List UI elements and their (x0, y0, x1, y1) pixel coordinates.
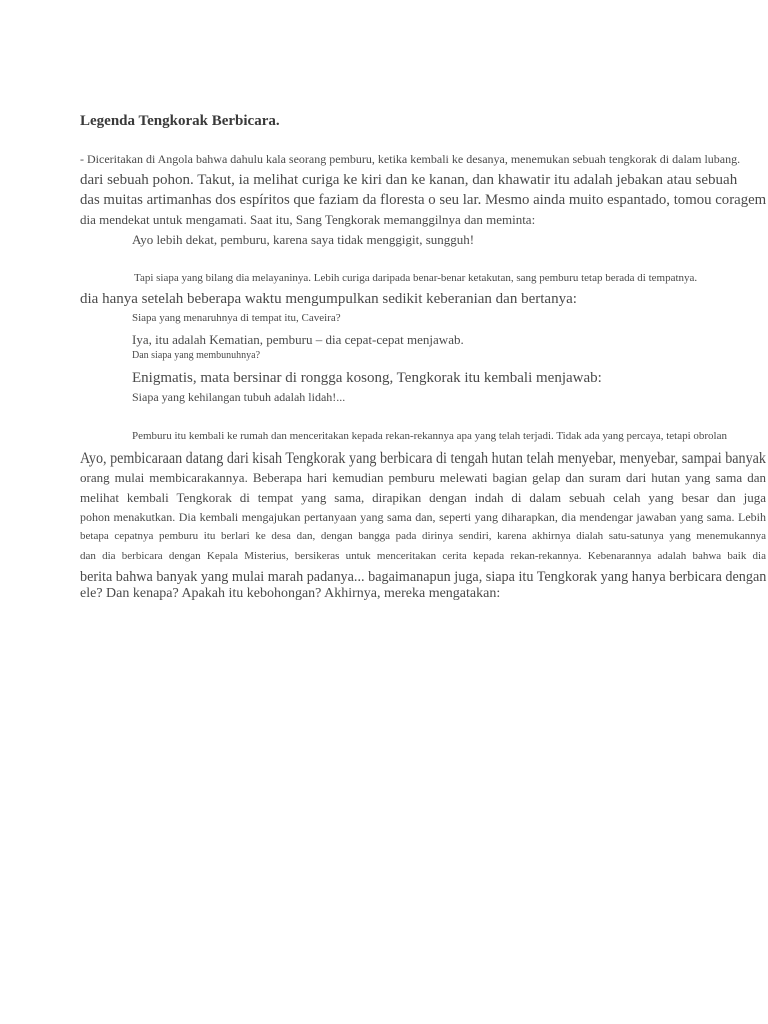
text-line: Siapa yang kehilangan tubuh adalah lidah!... (132, 390, 346, 404)
text-line: dia mendekat untuk mengamati. Saat itu, Sang Tengkorak memanggilnya dan meminta: (80, 212, 536, 227)
text-line: berita bahwa banyak yang mulai marah padanya... bagaimanapun juga, siapa itu Tengkorak yang hanya berbicara dengan (80, 569, 767, 585)
text-line: pohon menakutkan. Dia kembali mengajukan pertanyaan yang sama dan, seperti yang diharapkan, dia mendengar jawaban yang sama. Lebih (80, 510, 766, 524)
text-line: Dan siapa yang membunuhnya? (132, 350, 261, 361)
text-line: Ayo lebih dekat, pemburu, karena saya tidak menggigit, sungguh! (132, 232, 475, 247)
text-line: Iya, itu adalah Kematian, pemburu – dia cepat-cepat menjawab. (132, 332, 464, 347)
text-line: Ayo, pembicaraan datang dari kisah Tengkorak yang berbicara di tengah hutan telah menyebar, menyebar, sampai banyak (80, 450, 766, 467)
text-line: Enigmatis, mata bersinar di rongga kosong, Tengkorak itu kembali menjawab: (132, 370, 602, 386)
text-line: das muitas artimanhas dos espíritos que faziam da floresta o seu lar. Mesmo ainda muito espantado, tomou coragem (80, 192, 767, 208)
text-line: betapa cepatnya pemburu itu berlari ke desa dan, dengan bangga pada dirinya sendiri, karena akhirnya dialah satu-satunya yang menemukannya (80, 530, 766, 542)
text-line: Pemburu itu kembali ke rumah dan menceritakan kepada rekan-rekannya apa yang telah terjadi. Tidak ada yang percaya, tetapi obrolan (132, 430, 727, 442)
text-line: orang mulai membicarakannya. Beberapa hari kemudian pemburu melewati bagian gelap dan suram dari hutan yang sama dan (80, 470, 766, 485)
text-line: dari sebuah pohon. Takut, ia melihat curiga ke kiri dan ke kanan, dan khawatir itu adalah jebakan atau sebuah (80, 172, 738, 188)
text-line: - Diceritakan di Angola bahwa dahulu kala seorang pemburu, ketika kembali ke desanya, menemukan sebuah tengkorak di dalam lubang. (80, 152, 741, 166)
text-line: dia hanya setelah beberapa waktu mengumpulkan sedikit keberanian dan bertanya: (80, 291, 577, 307)
document-title: Legenda Tengkorak Berbicara. (80, 113, 280, 129)
text-line: dan dia berbicara dengan Kepala Misterius, bersikeras untuk menceritakan cerita kepada rekan-rekannya. Kebenarannya adalah bahwa baik dia (80, 550, 766, 562)
text-line: melihat kembali Tengkorak di tempat yang sama, dirapikan dengan indah di dalam sebuah celah yang besar dan juga (80, 490, 766, 505)
text-line: Tapi siapa yang bilang dia melayaninya. Lebih curiga daripada benar-benar ketakutan, sang pemburu tetap berada di tempatnya. (134, 272, 698, 284)
text-line: Siapa yang menaruhnya di tempat itu, Caveira? (132, 312, 341, 324)
text-line: ele? Dan kenapa? Apakah itu kebohongan? Akhirnya, mereka mengatakan: (80, 586, 501, 601)
